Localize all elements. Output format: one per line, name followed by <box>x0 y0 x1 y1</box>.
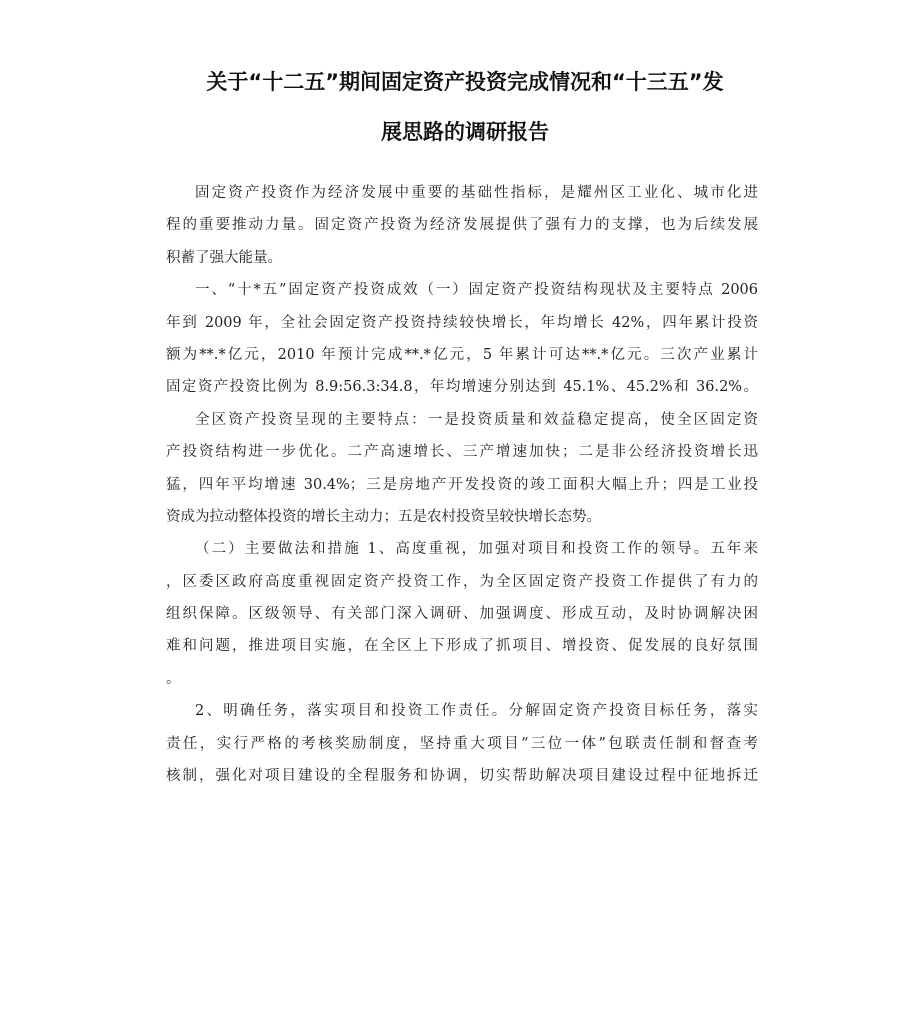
body-line: 固定资产投资比例为 8.9:56.3:34.8，年均增速分别达到 45.1%、45.2%和 36.2%。 <box>166 379 758 396</box>
body-line: 猛，四年平均增速 30.4%；三是房地产开发投资的竣工面积大幅上升；四是工业投 <box>166 476 758 493</box>
body-line: 固定资产投资作为经济发展中重要的基础性指标，是耀州区工业化、城市化进 <box>195 185 758 201</box>
body-line: ，区委区政府高度重视固定资产投资工作，为全区固定资产投资工作提供了有力的 <box>166 573 758 590</box>
body-line: 资成为拉动整体投资的增长主动力；五是农村投资呈较快增长态势。 <box>166 508 601 525</box>
body-line: 额为**.*亿元，2010 年预计完成**.*亿元，5 年累计可达**.*亿元。三次产业累计 <box>166 346 758 363</box>
document-title-line-2: 展思路的调研报告 <box>381 120 549 144</box>
body-line: 积蓄了强大能量。 <box>166 249 282 266</box>
body-line: 程的重要推动力量。固定资产投资为经济发展提供了强有力的支撑，也为后续发展 <box>166 217 758 234</box>
body-line: 产投资结构进一步优化。二产高速增长、三产增速加快；二是非公经济投资增长迅 <box>166 444 758 461</box>
document-title-line-1: 关于“十二五”期间固定资产投资完成情况和“十三五”发 <box>206 70 724 94</box>
body-line: 难和问题，推进项目实施，在全区上下形成了抓项目、增投资、促发展的良好氛围 <box>166 638 758 655</box>
document-body <box>166 177 758 792</box>
body-line: 一、“十*五”固定资产投资成效（一）固定资产投资结构现状及主要特点 2006 <box>195 282 758 299</box>
body-line: 2、明确任务，落实项目和投资工作责任。分解固定资产投资目标任务，落实 <box>195 703 758 720</box>
body-line: 责任，实行严格的考核奖励制度，坚持重大项目“三位一体”包联责任制和督查考 <box>166 735 758 752</box>
body-line: 。 <box>166 670 181 687</box>
body-line: 年到 2009 年，全社会固定资产投资持续较快增长，年均增长 42%，四年累计投资 <box>166 314 758 331</box>
body-line: 核制，强化对项目建设的全程服务和协调，切实帮助解决项目建设过程中征地拆迁 <box>166 768 758 785</box>
body-line: 全区资产投资呈现的主要特点：一是投资质量和效益稳定提高，使全区固定资 <box>195 411 758 428</box>
body-line: （二）主要做法和措施 1、高度重视，加强对项目和投资工作的领导。五年来 <box>195 541 758 558</box>
body-line: 组织保障。区级领导、有关部门深入调研、加强调度、形成互动，及时协调解决困 <box>166 606 758 623</box>
